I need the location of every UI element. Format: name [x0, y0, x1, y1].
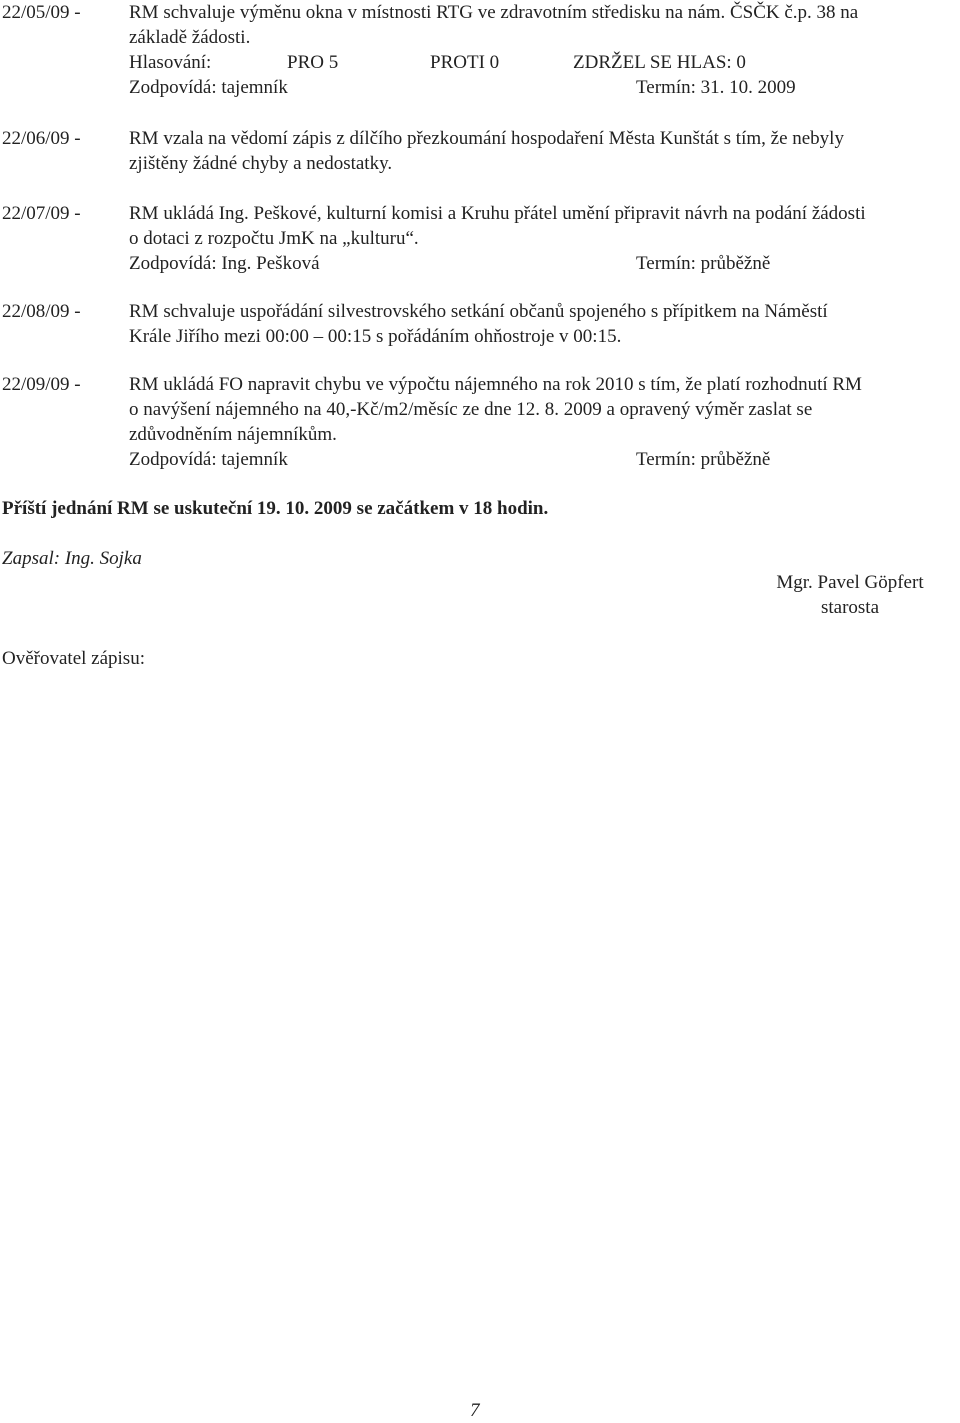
signature-name: Mgr. Pavel Göpfert: [776, 572, 924, 593]
resolution-line: RM schvaluje výměnu okna v místnosti RTG ve zdravotním středisku na nám. ČSČK č.p. 38 na: [129, 2, 859, 23]
resolution-number: 22/05/09 -: [2, 2, 81, 23]
resolution-line: o navýšení nájemného na 40,-Kč/m2/měsíc ze dne 12. 8. 2009 a opravený výměr zaslat se: [129, 399, 813, 420]
resolution-number: 22/07/09 -: [2, 203, 81, 224]
deadline: Termín: průběžně: [636, 253, 771, 274]
responsibility-row: [129, 251, 959, 276]
resolution-line: RM schvaluje uspořádání silvestrovského setkání občanů spojeného s přípitkem na Náměstí: [129, 301, 828, 322]
resolution-text: [129, 0, 959, 100]
resolution-line: zjištěny žádné chyby a nedostatky.: [129, 153, 393, 174]
resolution-number: 22/09/09 -: [2, 374, 81, 395]
resolution-line: RM vzala na vědomí zápis z dílčího přezkoumání hospodaření Města Kunštát s tím, že nebyly: [129, 128, 844, 149]
resolution-number: 22/06/09 -: [2, 128, 81, 149]
resolution-line: základě žádosti.: [129, 27, 251, 48]
responsible-person: Zodpovídá: Ing. Pešková: [129, 253, 320, 274]
responsible-person: Zodpovídá: tajemník: [129, 77, 288, 98]
vote-label: Hlasování:: [129, 52, 212, 73]
resolution-text: [129, 201, 959, 276]
responsibility-row: [129, 75, 959, 100]
page-number: 7: [470, 1400, 480, 1421]
verifier-label: Ověřovatel zápisu:: [2, 648, 145, 669]
signature-block: [740, 570, 960, 620]
resolution-line: RM ukládá FO napravit chybu ve výpočtu nájemného na rok 2010 s tím, že platí rozhodnutí RM: [129, 374, 862, 395]
vote-zdrzel: ZDRŽEL SE HLAS: 0: [573, 52, 746, 73]
deadline: Termín: 31. 10. 2009: [636, 77, 796, 98]
vote-proti: PROTI 0: [430, 52, 500, 73]
signature-role: starosta: [820, 597, 880, 618]
resolution-number: 22/08/09 -: [2, 301, 81, 322]
vote-row: [129, 50, 959, 75]
vote-pro: PRO 5: [287, 52, 339, 73]
responsibility-row: [129, 447, 959, 472]
next-meeting-notice: Příští jednání RM se uskuteční 19. 10. 2009 se začátkem v 18 hodin.: [2, 498, 549, 519]
recorded-by: Zapsal: Ing. Sojka: [2, 548, 142, 569]
deadline: Termín: průběžně: [636, 449, 771, 470]
responsible-person: Zodpovídá: tajemník: [129, 449, 288, 470]
resolution-text: [129, 299, 959, 349]
resolution-line: o dotaci z rozpočtu JmK na „kulturu“.: [129, 228, 419, 249]
resolution-text: [129, 372, 959, 472]
resolution-line: RM ukládá Ing. Peškové, kulturní komisi a Kruhu přátel umění připravit návrh na podání žádosti: [129, 203, 866, 224]
resolution-line: Krále Jiřího mezi 00:00 – 00:15 s pořádáním ohňostroje v 00:15.: [129, 326, 622, 347]
resolution-text: [129, 126, 959, 176]
resolution-line: zdůvodněním nájemníkům.: [129, 424, 337, 445]
